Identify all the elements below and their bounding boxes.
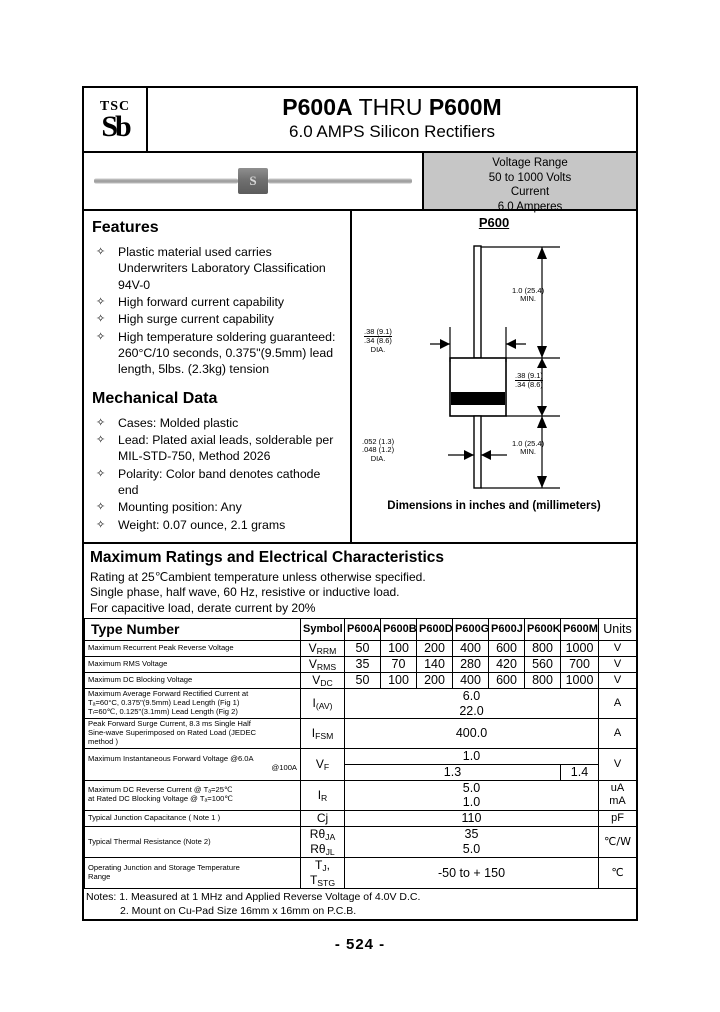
symbol-main: I [311,726,316,741]
symbol-sub: (AV) [315,700,333,711]
row-vrrm-v5: 800 [525,640,561,656]
diode-marking-text: S [249,172,257,188]
row-ir-desc [85,780,301,811]
row-ifsm-desc-line3: method ) [88,737,118,747]
ratings-heading: Maximum Ratings and Electrical Characteristics [90,548,445,566]
row-ir-desc-line2: at Rated DC Blocking Voltage @ Tₐ=100℃ [88,794,233,804]
dimension-lead-diameter [362,438,394,464]
part-range-thru: THRU [352,94,429,120]
diamond-bullet-icon: ✧ [96,313,106,326]
row-iav-values [345,688,599,719]
row-vrms-desc: Maximum RMS Voltage [85,656,301,672]
row-vf-desc-line1: Maximum Instantaneous Forward Voltage @6.0A [88,754,254,764]
symbol-sub: DC [320,677,333,688]
column-p600a: P600A [345,619,381,641]
row-vf-desc-line2: @100A [271,763,297,773]
symbol-main: V [308,656,317,671]
symbol-main: V [308,640,317,655]
package-drawing-column [352,211,636,542]
row-iav-symbol [301,688,345,719]
ratings-table [84,618,637,889]
lead-right-icon [268,178,412,183]
table-row [85,811,637,827]
row-vrrm-v1: 100 [381,640,417,656]
row-vdc-v5: 800 [525,672,561,688]
title-block [148,88,636,151]
dimension-body-diameter-min: .34 (8.6) [364,336,392,346]
ratings-note-line-2: Single phase, half wave, 60 Hz, resistive or inductive load. [90,585,400,600]
row-vrms-v6: 700 [561,656,599,672]
diamond-bullet-icon: ✧ [96,245,106,258]
row-vdc-symbol [301,672,345,688]
column-p600m: P600M [561,619,599,641]
mechanical-text: Lead: Plated axial leads, solderable per MIL-STD-750, Method 2026 [118,432,334,464]
row-ir-desc-line1: Maximum DC Reverse Current @ Tₐ=25℃ [88,785,233,795]
table-row [85,749,637,765]
part-range-start: P600A [282,94,353,120]
dimension-lower-lead-length-value: 1.0 (25.4) [512,438,545,448]
package-name: P600 [478,214,510,230]
row-iav-desc-line3: Tₗ=60℃, 0.125"(3.1mm) Lead Length (Fig 2) [88,707,238,717]
features-and-package [84,211,636,544]
row-ifsm-unit: A [599,719,637,749]
symbol-sub: RRM [316,645,337,656]
list-item [92,499,344,515]
row-tj-desc-line2: Range [88,872,111,882]
symbol-main: T [315,858,323,873]
row-ir-units [599,780,637,811]
symbol-sub: J [322,862,327,873]
row-vrrm-symbol [301,640,345,656]
product-summary-strip [84,153,636,211]
row-ir-unit1: uA [610,782,625,795]
row-vf-value3: 1.4 [561,764,599,780]
diamond-bullet-icon: ✧ [96,416,106,429]
list-item [92,244,344,293]
symbol-sub-2: STG [317,878,336,889]
row-rth-symbol1 [303,827,342,842]
mechanical-text: Polarity: Color band denotes cathode end [118,466,321,497]
dimension-body-length-max: .38 (9.1) [515,370,543,380]
row-rth-symbol2 [303,842,342,857]
feature-text: High surge current capability [118,312,274,327]
row-ir-value1: 5.0 [462,780,481,795]
diamond-bullet-icon: ✧ [96,330,106,343]
row-vrrm-v2: 200 [417,640,453,656]
note-line-2: 2. Mount on Cu-Pad Size 16mm x 16mm on P.C.B. [120,904,357,917]
column-units: Units [599,619,637,641]
symbol-sub: RMS [316,661,337,672]
column-p600g: P600G [453,619,489,641]
package-dimensions-caption: Dimensions in inches and (millimeters) [387,499,601,512]
list-item [92,466,344,499]
row-vrms-v5: 560 [525,656,561,672]
datasheet-page [82,86,638,922]
row-tj-symbol: $T_J$, $T_{STG}$ [301,858,345,889]
dimension-upper-lead-length-value: 1.0 (25.4) [512,285,545,295]
list-item [92,415,344,431]
table-row [85,780,637,811]
row-vrms-v0: 35 [345,656,381,672]
row-ifsm-desc-line2: Sine-wave Superimposed on Rated Load (JEDEC [88,728,256,738]
table-row [85,672,637,688]
part-range-end: P600M [428,94,502,120]
ratings-summary [424,153,636,213]
logo-text: TSC [99,98,131,114]
voltage-range-label: Voltage Range [492,156,568,169]
mechanical-text: Weight: 0.07 ounce, 2.1 grams [118,517,286,532]
row-vdc-desc: Maximum DC Blocking Voltage [85,672,301,688]
row-vrms-symbol [301,656,345,672]
row-rth-symbol [301,826,345,857]
ratings-intro [84,544,636,618]
row-cj-value: 110 [345,811,599,827]
feature-text: Plastic material used carries Underwriters Laboratory Classification 94V-0 [118,244,326,292]
row-ifsm-value: 400.0 [345,719,599,749]
document-header [84,88,636,153]
row-vrrm-v0: 50 [345,640,381,656]
row-vrrm-v6: 1000 [561,640,599,656]
mechanical-text: Cases: Molded plastic [118,415,239,430]
row-vrrm-unit: V [599,640,637,656]
row-rth-value1: 35 [464,827,479,842]
row-tj-value: -50 to + 150 [345,858,599,889]
row-vdc-v4: 600 [489,672,525,688]
row-iav-desc-line2: Tₐ=60°C, 0.375"(9.5mm) Lead Length (Fig 1) [88,698,240,708]
symbol-main: Rθ [309,826,326,841]
row-iav-unit: A [599,688,637,719]
dimension-body-length-min: .34 (8.6) [515,380,543,390]
current-value: 6.0 Amperes [497,200,563,213]
row-ir-symbol [301,780,345,811]
symbol-main: V [315,756,324,771]
symbol-main: V [312,672,321,687]
diode-body-icon [238,168,268,194]
column-p600d: P600D [417,619,453,641]
dimension-lower-lead-length-note: MIN. [520,447,536,457]
diamond-bullet-icon: ✧ [96,518,106,531]
row-cj-desc: Typical Junction Capacitance ( Note 1 ) [85,811,301,827]
row-vrrm-desc: Maximum Recurrent Peak Reverse Voltage [85,640,301,656]
mechanical-data-heading: Mechanical Data [92,389,218,407]
row-tj-desc-line1: Operating Junction and Storage Temperature [88,863,240,873]
row-cj-symbol: Cj [301,811,345,827]
ratings-note-line-3: For capacitive load, derate current by 20% [90,600,316,615]
row-cj-unit: pF [599,811,637,827]
row-vdc-v0: 50 [345,672,381,688]
row-vf-unit: V [599,749,637,781]
table-row [85,640,637,656]
symbol-sub: F [323,761,330,772]
row-ifsm-desc [85,719,301,749]
row-vdc-v6: 1000 [561,672,599,688]
current-label: Current [510,186,550,199]
mechanical-text: Mounting position: Any [118,500,242,515]
table-row [85,858,637,889]
symbol-main-2: T [309,873,318,888]
voltage-range-value: 50 to 1000 Volts [488,171,572,184]
package-outline-drawing [352,232,636,500]
row-vdc-v3: 400 [453,672,489,688]
dimension-upper-lead-length-note: MIN. [520,294,536,304]
features-heading: Features [92,218,159,236]
row-iav-desc [85,688,301,719]
symbol-sub: JL [325,846,335,857]
dimension-lead-diameter-min: .048 (1.2) [362,445,395,455]
row-iav-value1: 6.0 [462,688,481,703]
row-ifsm-desc-line1: Peak Forward Surge Current, 8.3 ms Single Half [88,719,251,729]
list-item [92,517,344,533]
datasheet-frame [82,86,638,921]
page-title [148,94,636,120]
column-symbol: Symbol [301,619,345,641]
row-vf-value1: 1.0 [345,749,599,765]
company-logo [84,88,148,151]
page-subtitle: 6.0 AMPS Silicon Rectifiers [289,122,495,142]
diamond-bullet-icon: ✧ [96,295,106,308]
diamond-bullet-icon: ✧ [96,467,106,480]
row-rth-desc: Typical Thermal Resistance (Note 2) [85,826,301,857]
feature-text: High temperature soldering guaranteed: 260°C/10 seconds, 0.375"(9.5mm) lead length, 5lbs. (2.3kg) tension [118,329,336,377]
feature-text: High forward current capability [118,294,285,309]
dimension-body-diameter [364,328,392,355]
row-vf-desc [85,749,301,781]
table-row [85,826,637,857]
column-type-number: Type Number [85,619,301,641]
row-rth-value2: 5.0 [462,842,481,856]
row-tj-desc [85,858,301,889]
list-item [92,432,344,465]
table-row [85,656,637,672]
column-p600j: P600J [489,619,525,641]
lead-left-icon [94,178,238,183]
row-vrms-v1: 70 [381,656,417,672]
diamond-bullet-icon: ✧ [96,501,106,514]
row-ir-unit2: mA [609,795,626,808]
dimension-upper-lead-length [512,287,544,304]
dimension-lead-diameter-max: .052 (1.3) [362,436,395,446]
row-iav-value2: 22.0 [459,703,484,718]
row-ir-values [345,780,599,811]
row-vf-symbol [301,749,345,781]
list-item [92,311,344,327]
row-iav-desc-line1: Maximum Average Forward Rectified Current at [88,689,249,699]
dimension-body-diameter-max: .38 (9.1) [364,326,392,336]
row-vdc-unit: V [599,672,637,688]
features-list [92,244,344,378]
dimension-body-diameter-label: DIA. [370,345,386,355]
logo-monogram-icon: Sb [101,109,129,143]
row-vrrm-v4: 600 [489,640,525,656]
row-rth-values [345,826,599,857]
table-row [85,688,637,719]
dimension-lead-diameter-label: DIA. [370,454,386,464]
row-vrms-v4: 420 [489,656,525,672]
list-item [92,294,344,310]
table-header-row [85,619,637,641]
row-vrrm-v3: 400 [453,640,489,656]
dimension-body-length [515,372,543,390]
row-tj-unit: ℃ [599,858,637,889]
row-vdc-v2: 200 [417,672,453,688]
row-vf-value2: 1.3 [345,764,561,780]
mechanical-data-list [92,415,344,533]
table-row [85,719,637,749]
row-vrms-v3: 280 [453,656,489,672]
package-dimension-svg [352,232,636,500]
dimension-lower-lead-length [512,440,544,457]
column-p600k: P600K [525,619,561,641]
column-p600b: P600B [381,619,417,641]
row-rth-unit: ℃/W [599,826,637,857]
row-vdc-v1: 100 [381,672,417,688]
row-ifsm-symbol [301,719,345,749]
symbol-sub: R [321,792,328,803]
diamond-bullet-icon: ✧ [96,433,106,446]
row-vrms-v2: 140 [417,656,453,672]
symbol-main: I [317,787,322,802]
row-vrms-unit: V [599,656,637,672]
ratings-note-line-1: Rating at 25℃ambient temperature unless otherwise specified. [90,569,426,584]
symbol-sub: JA [325,831,336,842]
list-item [92,329,344,378]
table-notes [84,889,636,918]
symbol-sub: FSM [315,731,334,742]
page-number: - 524 - [334,936,386,953]
note-line-1: Notes: 1. Measured at 1 MHz and Applied Reverse Voltage of 4.0V D.C. [86,891,421,904]
symbol-main: Rθ [310,842,326,856]
symbol-main: I [312,696,316,711]
features-column [84,211,352,542]
product-photo [84,153,424,209]
row-ir-value2: 1.0 [462,795,481,810]
